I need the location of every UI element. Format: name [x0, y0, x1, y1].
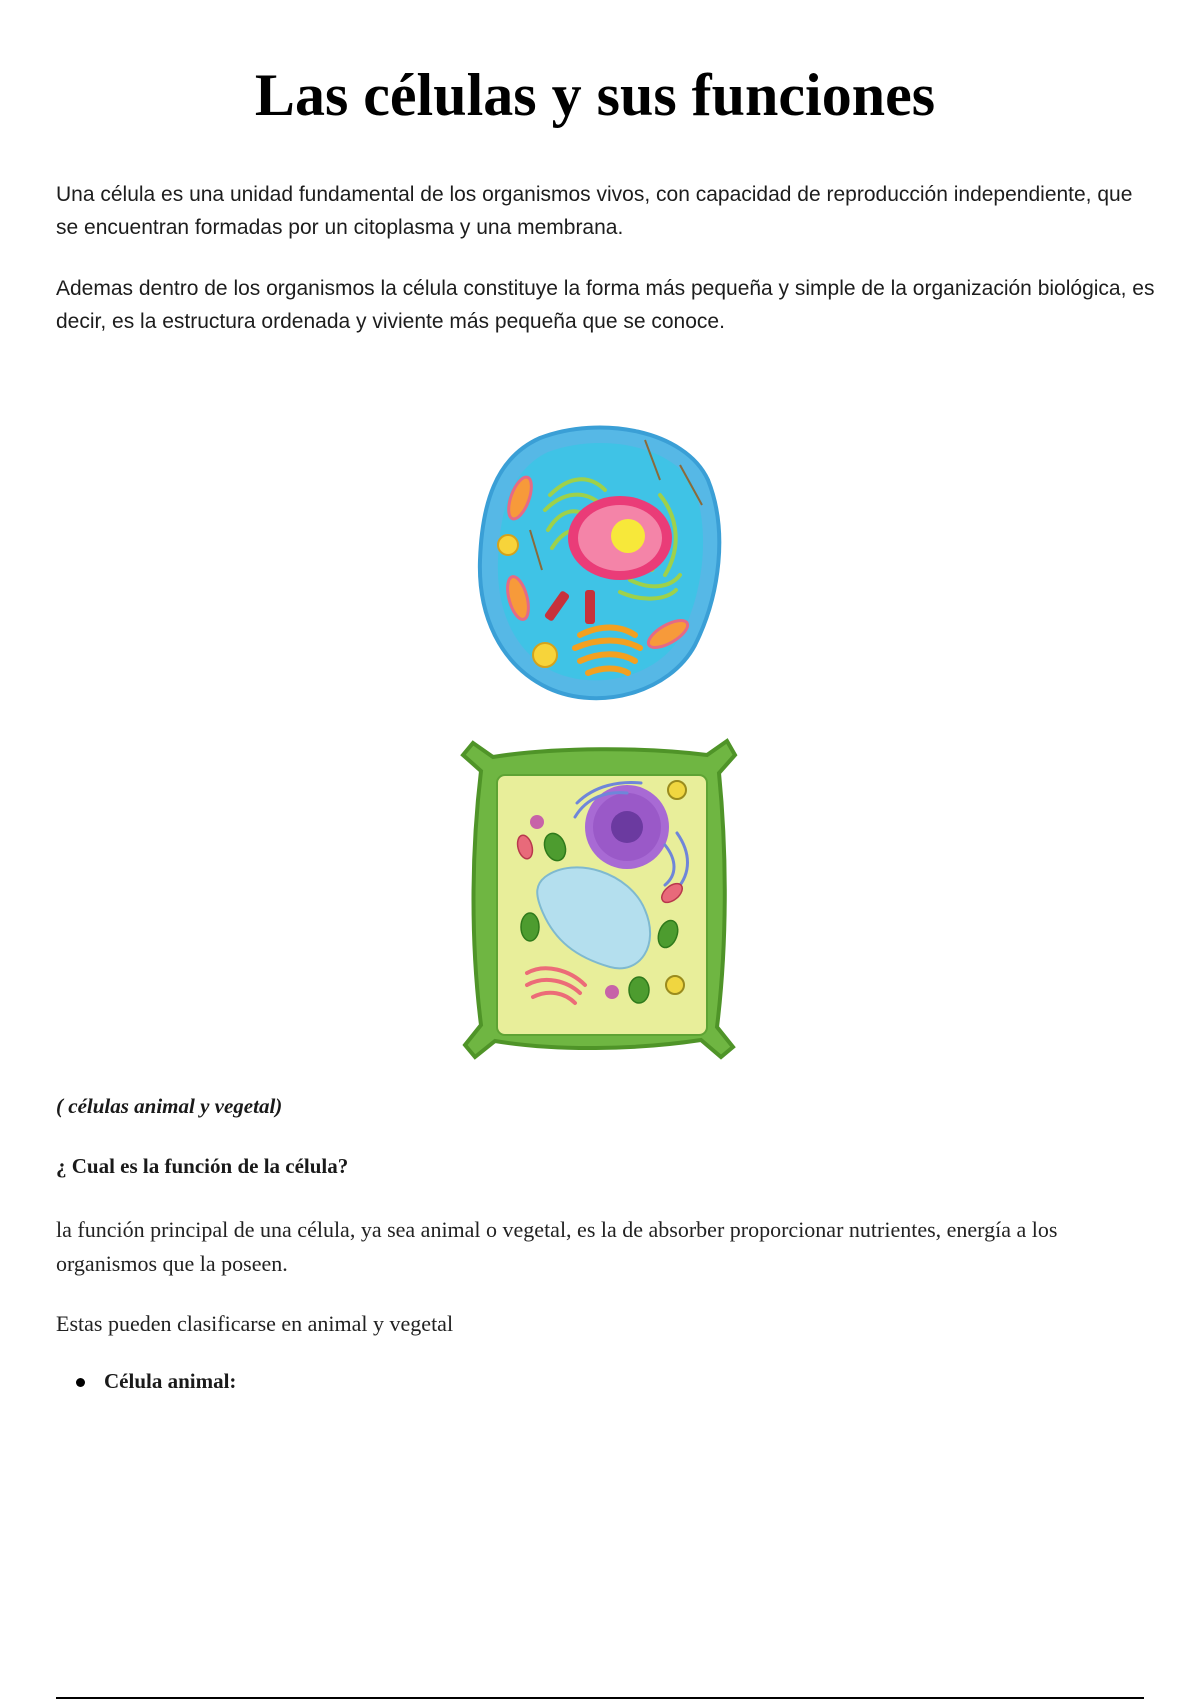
body-paragraph-1: la función principal de una célula, ya sea animal o vegetal, es la de absorber proporcionar nutrientes, energía a los organismos que la poseen.	[56, 1217, 1058, 1276]
figure-caption: ( células animal y vegetal)	[56, 1094, 283, 1118]
document-title: Las células y sus funciones	[254, 62, 936, 128]
bullet-list	[56, 1366, 236, 1396]
section-question-heading: ¿ Cual es la función de la célula?	[56, 1154, 349, 1178]
page-bottom-rule	[56, 1697, 1144, 1699]
bullet-item-label: Célula animal:	[104, 1369, 237, 1393]
intro-paragraph-2: Ademas dentro de los organismos la célula constituye la forma más pequeña y simple de la organización biológica, es decir, es la estructura ordenada y viviente más pequeña que se conoce.	[56, 277, 1155, 333]
plant-cell-illustration	[455, 735, 745, 1065]
bullet-dot-icon	[76, 1378, 85, 1387]
bullet-item	[56, 1366, 236, 1396]
intro-paragraph-1: Una célula es una unidad fundamental de los organismos vivos, con capacidad de reproducción independiente, que se encuentran formadas por un citoplasma y una membrana.	[56, 183, 1133, 239]
animal-cell-illustration	[470, 420, 730, 710]
body-paragraph-2: Estas pueden clasificarse en animal y vegetal	[56, 1311, 454, 1336]
